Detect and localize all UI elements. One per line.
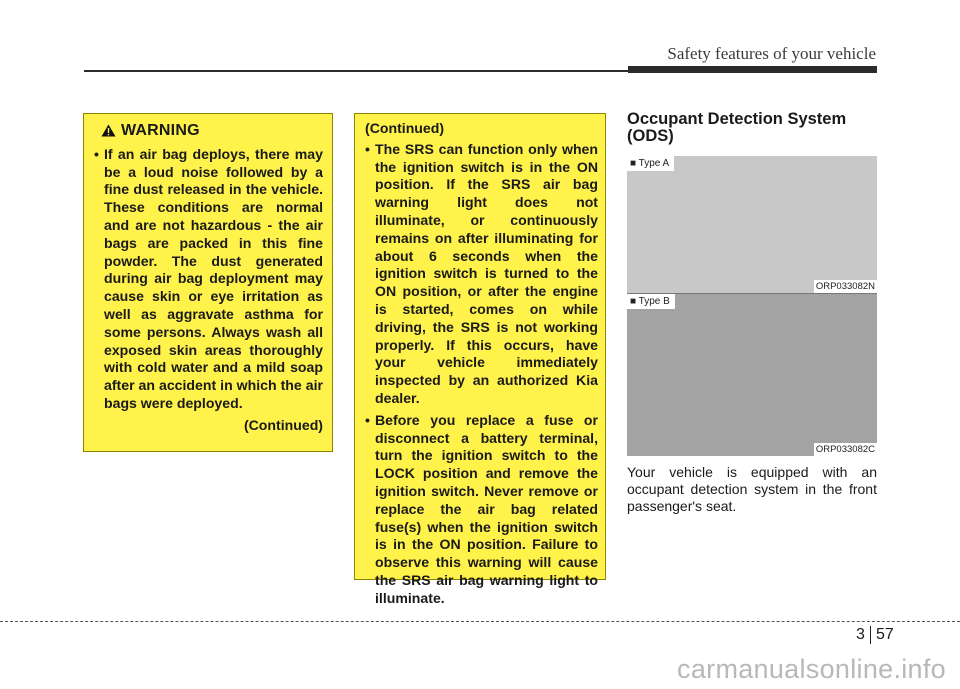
- page-number: 57: [876, 626, 894, 643]
- figure-label: ■ Type B: [627, 294, 675, 309]
- continued-heading: (Continued): [365, 120, 445, 136]
- figure-code: ORP033082C: [815, 444, 875, 455]
- warning-title-text: WARNING: [121, 122, 200, 139]
- bullet-text: The SRS can function only when the ignition switch is in the ON position. If the SRS air bag warning light does not illuminate, or continuously remains on after illuminating for about 6 seconds when the ignition switch is turned to the ON position, or after the engine is started, comes on while driving, the SRS is not working properly. If this occurs, have your vehicle immediately inspected by an authorized Kia dealer.: [375, 140, 598, 406]
- bullet-text: Before you replace a fuse or disconnect a battery terminal, turn the ignition switch to the LOCK position and remove the ignition switch. Never remove or replace the air bag related fuse(s) when the ignition switch is in the ON position. Failure to observe this warning will cause the SRS air bag warning light to illuminate.: [375, 411, 598, 606]
- section-title: Safety features of your vehicle: [667, 44, 876, 63]
- warning-box: [83, 113, 333, 452]
- warning-title: [101, 122, 323, 140]
- bullet-item: [365, 141, 598, 408]
- bullet-dot: •: [365, 411, 370, 428]
- continued-label: (Continued): [243, 416, 323, 433]
- watermark: carmanualsonline.info: [677, 654, 946, 684]
- chapter-number: 3: [856, 626, 865, 643]
- footer-rule: [0, 621, 960, 622]
- warning-triangle-icon: [101, 124, 116, 137]
- bullet-item: [365, 412, 598, 608]
- figure-code: ORP033082N: [815, 281, 875, 292]
- figure-type-a: [627, 156, 877, 293]
- bullet-dot: •: [94, 145, 99, 162]
- figure-label: ■ Type A: [627, 156, 674, 171]
- figure-type-b: [627, 293, 877, 456]
- continued-box: [354, 113, 606, 606]
- bullet-text: If an air bag deploys, there may be a loud noise followed by a fine dust released in the vehicle. These conditions are normal and are not hazardous - the air bags are packed in this fine powder. The dust generated during air bag deployment may cause skin or eye irritation as well as aggravate asthma for some persons. Always wash all exposed skin areas thoroughly with cold water and a mild soap after an accident in which the air bags were deployed.: [104, 145, 323, 411]
- ods-title: Occupant Detection System (ODS): [627, 110, 847, 145]
- page-separator: [870, 626, 871, 644]
- header-tab: [628, 66, 877, 73]
- ods-body: Your vehicle is equipped with an occupant detection system in the front passenger's seat.: [627, 464, 877, 514]
- bullet-item: [94, 146, 323, 413]
- bullet-dot: •: [365, 140, 370, 157]
